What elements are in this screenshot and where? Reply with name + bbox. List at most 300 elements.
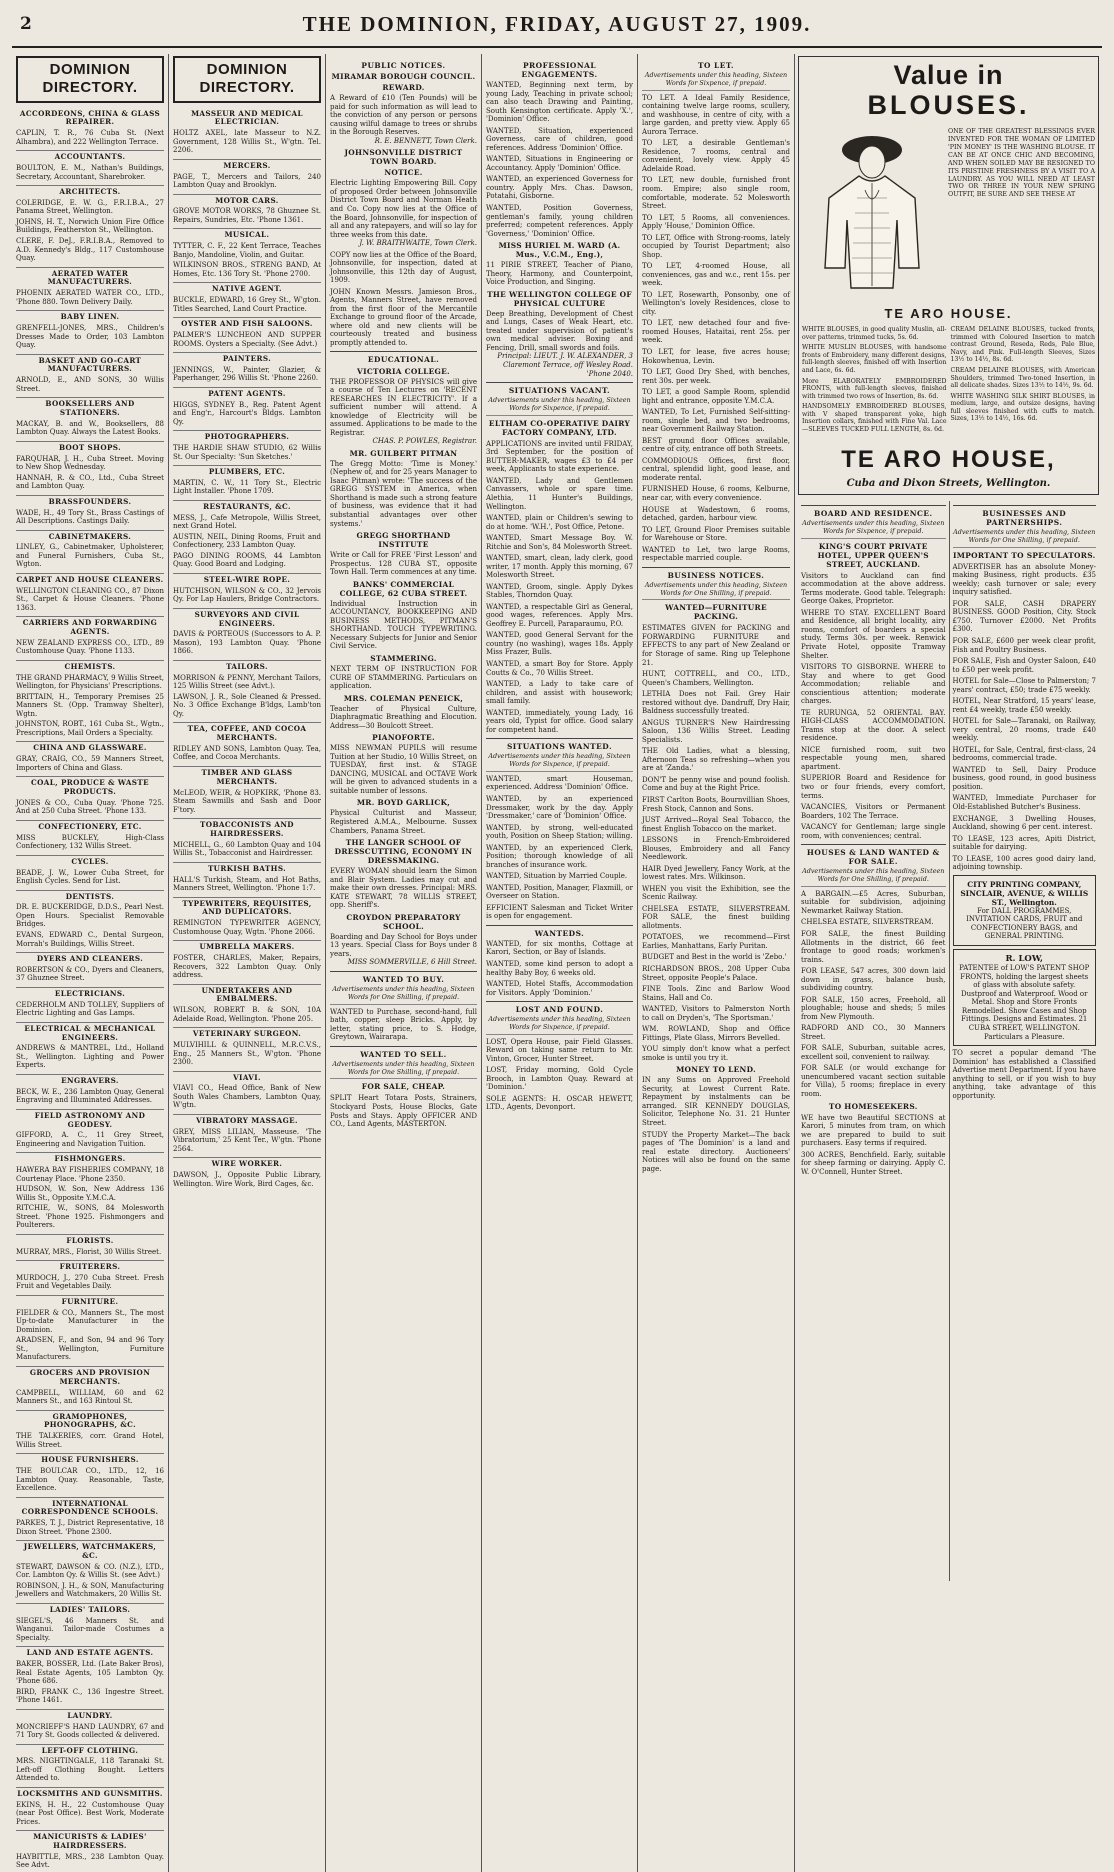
- classified-ad: WANTED, Situation, experienced Governess, care of children, good references. Address 'Dominion' Office.: [486, 126, 633, 152]
- directory-entry: PAGO DINING ROOMS, 44 Lambton Quay. Good Board and Lodging.: [173, 551, 321, 569]
- directory-section-heading: CYCLES.: [16, 855, 164, 867]
- ad-intro: ONE OF THE GREATEST BLESSINGS EVER INVENTED FOR THE WOMAN OF LIMITED 'PIN MONEY' IS THE WASHING BLOUSE. IT CAN BE AT ONCE CHIC AND BECOMING, AND WHEN SOILED MAY BE RESIGNED TO ITS PRISTINE FRESHNESS BY A VISIT TO A LAUNDRY. AS YOU WILL NEED AT LEAST TWO OR THREE IN YOUR NEW SPRING OUTFIT, BE SURE AND SEE THESE AT: [948, 128, 1095, 199]
- rates-note: Advertisements under this heading, Sixteen Words for Sixpence, if prepaid.: [642, 72, 790, 91]
- notice: STUDY the Property Market—The back pages of 'The Dominion' is a land and real estate directory. Auctioneers' Notices will also be found on the same page.: [642, 1130, 790, 1173]
- directory-entry: ARNOLD, E., AND SONS, 30 Willis Street.: [16, 376, 164, 393]
- notice-body: NEXT TERM OF INSTRUCTION FOR CURE OF STAMMERING. Particulars on application.: [330, 665, 477, 691]
- notice-title: PIANOFORTE.: [372, 733, 435, 743]
- directory-entry: RIDLEY AND SONS, Lambton Quay. Tea, Coffee, and Cocoa Merchants.: [173, 744, 321, 762]
- directory-section-heading: LAUNDRY.: [16, 1709, 164, 1721]
- directory-section-heading: DYERS AND CLEANERS.: [16, 952, 164, 964]
- directory-section-heading: PAINTERS.: [173, 352, 321, 364]
- notice-body: IN any Sums on Approved Freehold Security, at Lowest Current Rate. Repayment by instalments can be arranged. SIR KENNEDY DOUGLAS, Solicitor, Telephone No. 31. 21 Hunter Street.: [642, 1076, 790, 1127]
- store-name: TE ARO HOUSE,: [841, 445, 1056, 473]
- directory-entry: ARADSEN, F., and Son, 94 and 96 Tory St., Wellington, Furniture Manufacturers.: [16, 1336, 164, 1362]
- directory-section-heading: CABINETMAKERS.: [16, 530, 164, 542]
- notice-body: For DALL PROGRAMMES, INVITATION CARDS, FRUIT and CONFECTIONERY BAGS, and GENERAL PRINTING.: [966, 906, 1083, 941]
- directory-entry: MURDOCH, J., 270 Cuba Street. Fresh Fruit and Vegetables Daily.: [16, 1273, 164, 1291]
- directory-entry: JOHNSTON, ROBT., 161 Cuba St., Wgtn., Prescriptions, Mail Orders a Specialty.: [16, 720, 164, 737]
- directory-entry: FARQUHAR, J. H., Cuba Street. Moving to New Shop Wednesday.: [16, 454, 164, 472]
- classified-ad: YOU simply don't know what a perfect smoke is until you try it.: [642, 1045, 790, 1062]
- classified-ad: LOST, Friday morning, Gold Cycle Brooch, in Lambton Quay. Reward at 'Dominion.': [486, 1066, 633, 1092]
- directory-section-heading: MERCERS.: [173, 159, 321, 171]
- directory-section-heading: TIMBER AND GLASS MERCHANTS.: [173, 766, 321, 787]
- notice-title: THE WELLINGTON COLLEGE OF PHYSICAL CULTURE: [487, 289, 632, 308]
- section-heading: PROFESSIONAL ENGAGEMENTS.: [521, 61, 598, 80]
- directory-entry: STEWART, DAWSON & CO. (N.Z.), LTD., Cor. Lambton Qy. & Willis St. (see Advt.): [16, 1562, 164, 1580]
- classified-ad: WANTED, Position, Manager, Flaxmill, or Overseer on Station.: [486, 883, 633, 901]
- classified-ad: WANTED, Immediate Purchaser for Old-Established Butcher's Business.: [952, 794, 1096, 811]
- directory-entry: WILSON, ROBERT B. & SON, 10A Adelaide Road, Wellington. 'Phone 205.: [173, 1006, 321, 1023]
- notice-signature: CHAS. P. POWLES, Registrar.: [372, 437, 477, 446]
- classified-ad: TO LET, 5 Rooms, all conveniences. Apply 'House,' Dominion Office.: [642, 213, 790, 231]
- classified-ad: CHELSEA ESTATE, SILVERSTREAM.: [801, 918, 934, 927]
- classified-ad: FOR SALE, £600 per week clear profit, Fish and Poultry Business.: [952, 636, 1096, 654]
- directory-section-heading: COAL, PRODUCE & WASTE PRODUCTS.: [16, 776, 164, 797]
- section-heading: BUSINESS NOTICES.: [642, 567, 790, 580]
- ad-item: CREAM DELAINE BLOUSES, with American Shoulders, trimmed Two-toned Insertion, in all delicate shades. Sizes 13½ to 14½, 9s. 6d.: [950, 367, 1095, 390]
- classified-ad: FOR LEASE, 547 acres, 300 down laid down in grass, balance bush, subdividing country.: [801, 967, 946, 993]
- board-residence-column: [798, 501, 949, 1581]
- classified-ad: TO LET, new double, furnished front room. Empire; also single room, comfortable, moderate. 52 Molesworth Street.: [642, 176, 790, 211]
- directory-entry: BIRD, FRANK C., 136 Ingestre Street. 'Phone 1461.: [16, 1687, 164, 1705]
- directory-section-heading: PHOTOGRAPHERS.: [173, 430, 321, 442]
- directory-heading: DOMINION DIRECTORY.: [173, 56, 321, 103]
- notice-body: Individual Instruction in ACCOUNTANCY, BOOKKEEPING AND BUSINESS METHODS, PITMAN'S SHORTHAND. TOUCH TYPEWRITING. Necessary Subjects for Junior and Senior Civil Service.: [330, 599, 477, 651]
- directory-entry: BRITTAIN, H., Temporary Premises 25 Manners St. (Opp. Tramway Shelter), Wgtn.: [16, 692, 164, 718]
- classified-ad: SOLE AGENTS: H. OSCAR HEWETT, LTD., Agents, Devonport.: [486, 1094, 633, 1112]
- directory-entry: PAGE, T., Mercers and Tailors, 240 Lambton Quay and Brooklyn.: [173, 172, 321, 190]
- rates-note: Advertisements under this heading, Sixteen Words for Sixpence, if prepaid.: [486, 397, 633, 416]
- blouse-illustration-icon: [807, 128, 937, 298]
- classified-ad: WANTED, by strong, well-educated youth, Position on Sheep Station; willing.: [486, 823, 633, 841]
- classified-ad: LOST, Opera House, pair Field Glasses. Reward on taking same return to Mr. Vinton, Grocer, Hunter Street.: [486, 1037, 633, 1063]
- classified-ad: TO LET, Rosewarth, Ponsonby, one of Wellington's lovely Residences, close to city.: [642, 290, 790, 316]
- notice: [330, 838, 477, 910]
- notice-body: EVERY WOMAN should learn the Simon and Blair System. Ladies may cut and make their own dresses. Principal: MRS. KATE STEWART, 78 WILLIS STREET, opp. Sheriff's.: [330, 867, 477, 910]
- directory-entry: VIAVI CO., Head Office, Bank of New South Wales Chambers, Lambton Quay, W'gtn.: [173, 1084, 321, 1110]
- directory-section-heading: PLUMBERS, ETC.: [173, 465, 321, 477]
- directory-entry: COLERIDGE, E. W. G., F.R.I.B.A., 27 Panama Street, Wellington.: [16, 198, 164, 216]
- directory-section-heading: CARRIERS AND FORWARDING AGENTS.: [16, 616, 164, 637]
- notice-title: MONEY TO LEND.: [676, 1065, 756, 1075]
- classified-ad: EFFICIENT Salesman and Ticket Writer is open for engagement.: [486, 903, 633, 921]
- directory-entry: ANDREWS & MANTREL, Ltd., Holland St., Wellington. Lighting and Power Experts.: [16, 1044, 164, 1070]
- classified-ad: CHELSEA ESTATE, SILVERSTREAM. FOR SALE, the finest building allotments.: [642, 904, 790, 930]
- classified-ad: WANTED to Purchase, second-hand, full bath, copper, sleep Bricks. Apply, by letter, stating price, to S. Hodge, Greytown, Wairarapa.: [330, 1007, 477, 1042]
- classified-ad: FOR SALE, the finest Building Allotments in the district, 66 feet frontage to good roads; workmen's trains.: [801, 929, 946, 964]
- classified-ad: WM. ROWLAND, Shop and Office Fittings, Plate Glass, Mirrors Bevelled.: [642, 1025, 790, 1042]
- classified-ad: WANTED, a Lady to take care of children, and assist with housework; small family.: [486, 680, 633, 706]
- classified-ad: WANTED, Situations in Engineering or Accountancy. Apply 'Dominion' Office.: [486, 155, 633, 172]
- rates-note: Advertisements under this heading, Sixteen Words for One Shilling, if prepaid.: [953, 529, 1097, 548]
- directory-entry: BAKER, BOSSER, Ltd. (Late Baker Bros), Real Estate Agents, 105 Lambton Qy. 'Phone 686.: [16, 1660, 164, 1686]
- directory-section-heading: FISHMONGERS.: [16, 1152, 164, 1164]
- section-heading: LOST AND FOUND.: [486, 1001, 633, 1014]
- notice-title: WANTED—FURNITURE PACKING.: [665, 603, 767, 622]
- page-number: 2: [20, 14, 32, 34]
- directory-entry: MONCRIEFF'S HAND LAUNDRY, 67 and 71 Tory St. Goods collected & delivered.: [16, 1722, 164, 1740]
- directory-section-heading: BRASSFOUNDERS.: [16, 495, 164, 507]
- classified-ad: FOR SALE (or would exchange for unencumbered vacant section suitable for Villa), 5 rooms; fireplace in every room.: [801, 1064, 946, 1098]
- notice-title: ELTHAM CO-OPERATIVE DAIRY FACTORY COMPANY, LTD.: [488, 418, 631, 437]
- directory-column-1: [12, 54, 169, 1872]
- rates-note: Advertisements under this heading, Sixteen Words for Sixpence, if prepaid.: [486, 1016, 633, 1035]
- classified-ad: WANTED, plain or Children's sewing to do at home. 'W.H.', Post Office, Petone.: [486, 514, 633, 531]
- directory-section-heading: TYPEWRITERS, REQUISITES, AND DUPLICATORS.: [173, 897, 321, 918]
- directory-section-heading: ACCORDEONS, CHINA & GLASS REPAIRER.: [19, 108, 161, 127]
- classified-ad: THE Old Ladies, what a blessing, Afternoon Teas so refreshing—when you are at 'Zanda.': [642, 747, 790, 773]
- classified-ad: FURNISHED House, 6 rooms, Kelburne, near car, with every convenience.: [642, 485, 790, 502]
- directory-entry: MORRISON & PENNY, Merchant Tailors, 125 Willis Street (see Advt.).: [173, 673, 321, 691]
- classified-ad: TE RURUNGA, 52 ORIENTAL BAY. HIGH-CLASS ACCOMMODATION. Trams stop at the door. A select residence.: [801, 708, 946, 743]
- directory-section-heading: MASSEUR AND MEDICAL ELECTRICIAN.: [191, 108, 303, 127]
- classified-ad: BEST ground floor Offices available, centre of city, entrance off both Streets.: [642, 436, 790, 454]
- notice-title: MR. BOYD GARLICK,: [356, 798, 451, 808]
- directory-entry: MULVIHILL & QUINNELL, M.R.C.V.S., Eng., 25 Manners St., W'gton. 'Phone 2300.: [173, 1041, 321, 1067]
- classified-ad: ANGUS TURNER'S New Hairdressing Saloon, 136 Willis Street. Leading Specialists.: [642, 718, 790, 744]
- directory-entry: MICHELL, G., 60 Lambton Quay and 104 Willis St., Tobacconist and Hairdresser.: [173, 840, 321, 858]
- directory-section-heading: BOOT SHOPS.: [16, 441, 164, 453]
- directory-section-heading: FLORISTS.: [16, 1234, 164, 1246]
- ad-item: WHITE MUSLIN BLOUSES, with handsome fronts of Embroidery, many different designs, full-length sleeves, finished off with Insertion and Lace, 6s. 6d.: [802, 344, 947, 375]
- directory-entry: MURRAY, MRS., Florist, 30 Willis Street.: [16, 1247, 162, 1256]
- rates-note: Advertisements under this heading, Sixteen Words for One Shilling, if prepaid.: [330, 986, 477, 1005]
- classified-ad: WANTED, an experienced Governess for country. Apply Mrs. Chas. Dawson, Potatahi, Gisborne.: [486, 175, 633, 201]
- notice: [330, 148, 477, 247]
- notice-subtitle: REWARD.: [382, 83, 425, 93]
- directory-entry: GRAY, CRAIG, CO., 59 Manners Street, Importers of China and Glass.: [16, 755, 164, 772]
- directory-entry: GIFFORD, A. C., 11 Grey Street, Engineering and Navigation Tuition.: [16, 1131, 164, 1148]
- directory-section-heading: CARPET AND HOUSE CLEANERS.: [16, 574, 164, 584]
- directory-entry: JOHNS, H. T., Norwich Union Fire Office Buildings, Featherston St., Wellington.: [16, 217, 164, 235]
- classified-ad: TO LET, new detached four and five-roomed Houses, Hataitai, rent 25s. per week.: [642, 319, 790, 345]
- directory-entry: BUCKLE, EDWARD, 16 Grey St., W'gton. Titles Searched, Land Court Practice.: [173, 296, 321, 313]
- notice-title: KING'S COURT PRIVATE HOTEL, UPPER QUEEN'S STREET, AUCKLAND.: [817, 541, 929, 569]
- directory-section-heading: AERATED WATER MANUFACTURERS.: [16, 267, 164, 288]
- notice-title: BANKS' COMMERCIAL COLLEGE, 62 CUBA STREET.: [339, 579, 468, 598]
- notice: [330, 449, 477, 528]
- notice-title: JOHNSONVILLE DISTRICT TOWN BOARD.: [344, 148, 463, 167]
- ad-item: WHITE BLOUSES, in good quality Muslin, all-over patterns, trimmed tucks, 5s. 6d.: [802, 326, 947, 341]
- ad-item: CREAM DELAINE BLOUSES, tucked fronts, trimmed with Coloured Insertion to match contrast Ground, Reseda, Reds, Pale Blue, Navy, and Pink. Full-length Sleeves, Sizes 13½ to 14½, 8s. 6d.: [950, 326, 1095, 364]
- section-heading: HOUSES & LAND WANTED & FOR SALE.: [801, 844, 946, 866]
- classified-ad: HOTEL for Sale—Taranaki, on Railway, very central, 20 rooms, trade £40 weekly.: [952, 717, 1096, 743]
- notice: WE have two Beautiful SECTIONS at Karori, 5 minutes from tram, on which we are prepared to build to suit purchasers. Easy terms if required.: [801, 1113, 946, 1148]
- directory-section-heading: WIRE WORKER.: [173, 1157, 321, 1169]
- rates-note: Advertisements under this heading, Sixteen Words for Sixpence, if prepaid.: [486, 753, 633, 772]
- notice-body: THE PROFESSOR OF PHYSICS will give a course of Ten Lectures on 'RECENT RESEARCHES IN ELECTRICITY'. If a sufficient number will attend. A knowledge of Electricity will be assumed. Applications to be made to the Registrar.: [330, 377, 477, 437]
- directory-section-heading: UMBRELLA MAKERS.: [173, 940, 321, 952]
- directory-entry: THE HARDIE SHAW STUDIO, 62 Willis St. Our Specialty: 'Sun Sketches.': [173, 444, 321, 461]
- directory-entry: DAWSON, J., Opposite Public Library, Wellington. Wire Work, Bird Cages, &c.: [173, 1171, 321, 1188]
- directory-section-heading: ELECTRICIANS.: [16, 987, 164, 999]
- directory-entry: McLEOD, WEIR, & HOPKIRK, 'Phone 83. Steam Sawmills and Sash and Door F'tory.: [173, 788, 321, 814]
- directory-section-heading: JEWELLERS, WATCHMAKERS, &C.: [16, 1540, 164, 1561]
- section-heading: TO LET.: [698, 61, 734, 70]
- directory-entry: ROBERTSON & CO., Dyers and Cleaners, 37 Ghuznee Street.: [16, 965, 164, 983]
- notice-title: VICTORIA COLLEGE.: [357, 366, 450, 376]
- notice-body: Electric Lighting Empowering Bill. Copy of proposed Order between Johnsonville District Town Board and Norman Heath and Co. Copy now lies at the Office of the Board, Johnsonville, for inspection of all and any ratepayers, and will so lay for three weeks from this date.: [330, 179, 477, 239]
- directory-section-heading: TAILORS.: [173, 660, 321, 672]
- newspaper-page: [12, 8, 1102, 1870]
- section-heading: SITUATIONS VACANT.: [486, 382, 633, 395]
- directory-entry: WELLINGTON CLEANING CO., 87 Dixon St., Carpet & House Cleaners. 'Phone 1363.: [16, 586, 164, 612]
- directory-section-heading: SURVEYORS AND CIVIL ENGINEERS.: [173, 608, 321, 629]
- directory-entry: MISS BUCKLEY, High-Class Confectionery, 132 Willis Street.: [16, 833, 164, 851]
- classified-ad: WANTED to Let, two large Rooms, respectable married couple.: [642, 545, 790, 563]
- notice: TO secret a popular demand 'The Dominion' has established a Classified Advertise ment Department. If you have anything to sell, or if you wish to buy anything, take advantage of this opportunity.: [952, 1049, 1096, 1100]
- directory-section-heading: STEEL-WIRE ROPE.: [173, 573, 321, 585]
- directory-section-heading: LOCKSMITHS AND GUNSMITHS.: [17, 1788, 163, 1798]
- notice-title: MIRAMAR BOROUGH COUNCIL.: [331, 72, 476, 82]
- classified-ad: RICHARDSON BROS., 208 Upper Cuba Street, opposite People's Palace.: [642, 965, 790, 982]
- classified-ad: FINE Tools. Zinc and Barlow Wood Stains, Hall and Co.: [642, 985, 790, 1002]
- directory-entry: HAYBITTLE, MRS., 238 Lambton Quay. See Advt.: [16, 1852, 164, 1870]
- directory-section-heading: BABY LINEN.: [16, 310, 164, 322]
- notice-title: MISS HURIEL M. WARD (A. Mus., V.C.M., Eng.),: [498, 241, 621, 260]
- classified-ad: ESTIMATES GIVEN for PACKING and FORWARDING FURNITURE and EFFECTS to any part of New Zealand or for Storage of same. Ring up Telephone 21.: [642, 624, 790, 667]
- directory-entry: GREY, MISS LILIAN, Masseuse. 'The Vibratorium,' 25 Kent Ter., W'gtn. 'Phone 2564.: [173, 1127, 321, 1153]
- directory-heading: DOMINION DIRECTORY.: [16, 56, 164, 103]
- directory-entry: BECK, W. E., 236 Lambton Quay, General Engraving and Illuminated Addresses.: [16, 1087, 164, 1105]
- classified-ad: EXCHANGE, 3 Dwelling Houses, Auckland, showing 6 per cent. interest.: [952, 814, 1096, 832]
- notice: [330, 531, 477, 577]
- classified-ad: WANTED, good General Servant for the country (no washing), wages 18s. Apply Miss Frazer, Bulls.: [486, 631, 633, 657]
- directory-entry: WILKINSON BROS., STRENG BAND, At Homes, Etc. 136 Tory St. 'Phone 2700.: [173, 261, 321, 278]
- classified-ad: TO LET, Ground Floor Premises suitable for Warehouse or Store.: [642, 525, 790, 543]
- blouse-advertisement: [798, 56, 1099, 495]
- classified-ad: HUNT, COTTRELL, and CO., LTD., Queen's Chambers, Wellington.: [642, 670, 790, 687]
- notice-body: MISS NEWMAN PUPILS will resume Tuition at her Studio, 10 Willis Street, on TUESDAY, first inst. & STAGE DANCING, MUSICAL and OCTAVE Work will be given to advanced students in a suitable number of lessons.: [330, 744, 477, 795]
- to-let-column: [638, 54, 795, 1872]
- classified-ad: WANTED, Visitors to Palmerston North to call on Dryden's, 'The Sportsman.': [642, 1005, 790, 1022]
- directory-entry: JONES & CO., Cuba Quay. 'Phone 725. And at 250 Cuba Street. 'Phone 133.: [16, 798, 164, 816]
- directory-section-heading: VIBRATORY MASSAGE.: [173, 1114, 321, 1126]
- classified-ad: TO LET, for lease, five acres house; Hokowhenua, Levin.: [642, 348, 790, 365]
- directory-section-heading: CHINA AND GLASSWARE.: [16, 741, 164, 753]
- notice-title: CROYDON PREPARATORY SCHOOL.: [346, 912, 461, 931]
- classified-ad: DON'T be penny wise and pound foolish. Come and buy at the Right Price.: [642, 775, 790, 793]
- directory-entry: CAMPBELL, WILLIAM, 60 and 62 Manners St., and 163 Rintoul St.: [16, 1388, 164, 1406]
- notice-signature: R. E. BENNETT, Town Clerk.: [374, 136, 477, 145]
- classified-ad: A BARGAIN.—£5 Acres, Suburban, suitable for subdivision, adjoining Newmarket Railway Station.: [801, 889, 946, 915]
- directory-entry: NEW ZEALAND EXPRESS CO., LTD., 89 Customhouse Quay. 'Phone 1133.: [16, 638, 164, 656]
- classified-ad: WANTED, by an experienced Clerk, Position; thorough knowledge of all branches of insurance work.: [486, 843, 633, 869]
- directory-entry: FIELDER & CO., Manners St., The most Up-to-date Manufacturer in the Dominion.: [16, 1308, 164, 1334]
- directory-entry: EVANS, EDWARD C., Dental Surgeon, Morrah's Buildings, Willis Street.: [16, 930, 164, 948]
- notice-body: The Gregg Motto: 'Time is Money.' (Nephew of, and for 25 years Manager to Isaac Pitman) wrote: 'The success of the GREGG SYSTEM in America, when Shorthand is made such a strong feature of business, was evidence that it had substantial advantages over other systems.': [330, 459, 477, 528]
- directory-section-heading: FURNITURE.: [16, 1295, 164, 1307]
- classified-ad: TO LEASE, 100 acres good dairy land, adjoining township.: [952, 854, 1096, 872]
- directory-entry: MESS, J., Cafe Metropole, Willis Street, next Grand Hotel.: [173, 513, 321, 531]
- classified-ad: ADVERTISER has an absolute Money-making Business, right products. £35 weekly; cash turnover or sale; every inquiry satisfied.: [952, 562, 1096, 597]
- classified-ad: APPLICATIONS are invited until FRIDAY, 3rd September, for the position of BUTTER-MAKER, wages £3 to £4 per week, Applicants to state experience.: [486, 439, 633, 474]
- directory-entry: MACKAY, B. and W., Booksellers, 88 Lambton Quay. Always the Latest Books.: [16, 419, 164, 437]
- notice-body: Physical Culturist and Masseur, Registered A.M.A., Melbourne. Sussex Chambers, Panama Street.: [330, 809, 477, 835]
- classified-ad: SPLIT Heart Totara Posts, Strainers, Stockyard Posts, House Blocks, Gate Posts and Stays. Apply OFFICER AND CO., Land Agents, MASTERTON.: [330, 1094, 477, 1129]
- directory-section-heading: LADIES' TAILORS.: [16, 1603, 164, 1615]
- directory-section-heading: TEA, COFFEE, AND COCOA MERCHANTS.: [173, 722, 321, 743]
- classified-ad: POTATOES, we recommend—First Earlies, Manhattans, Early Puritan.: [642, 933, 790, 950]
- directory-entry: GROVE MOTOR WORKS, 78 Ghuznee St. Repairs, Sundries, Etc. 'Phone 1361.: [173, 207, 321, 224]
- classified-ad: WANTED, for six months, Cottage at Karori, Section, or Bay of Islands.: [486, 939, 633, 957]
- classified-ad: HOUSE at Wadestown, 6 rooms, detached, garden, harbour view.: [642, 505, 790, 523]
- public-notices-column: [326, 54, 482, 1872]
- classified-ad: TO LEASE, 123 acres, Apiti District, suitable for dairying.: [952, 834, 1096, 852]
- directory-entry: HIGGS, SYDNEY B., Reg. Patent Agent and Eng'r., Harcourt's Bldgs. Lambton Qy.: [173, 400, 321, 426]
- notice-title: FOR SALE, CHEAP.: [361, 1082, 446, 1092]
- directory-entry: REMINGTON TYPEWRITER AGENCY, Customhouse Quay, Wgtn. 'Phone 2066.: [173, 919, 321, 936]
- notice-body: Boarding and Day School for Boys under 13 years. Special Class for Boys under 8 years.: [330, 932, 477, 958]
- directory-entry: HUDSON, W. Son, New Address 136 Willis St., Opposite Y.M.C.A.: [16, 1185, 164, 1202]
- ad-headline: BLOUSES.: [867, 89, 1030, 120]
- directory-entry: BEADE, J. W., Lower Cuba Street, for English Cycles. Send for List.: [16, 868, 164, 886]
- classified-ad: VISITORS TO GISBORNE. WHERE to Stay and where to get Good Accommodation; reliable and conscientious attention; moderate charges.: [801, 663, 946, 706]
- rates-note: Advertisements under this heading, Sixteen Words for One Shilling, if prepaid.: [330, 1061, 477, 1080]
- classified-ad: WANTED, Position Governess, gentleman's family, young children preferred; competent references. Apply 'Governess,' 'Dominion' Office.: [486, 203, 633, 238]
- directory-section-heading: BASKET AND GO-CART MANUFACTURERS.: [16, 354, 164, 375]
- classified-ad: FIRST Carlton Boots, Bournvillian Shoes, Fresh Stock, Cannon and Sons.: [642, 795, 790, 813]
- notice-body: Write or Call for FREE 'First Lesson' and Prospectus. 128 CUBA ST., opposite Town Hall. Term commences at any time.: [330, 551, 477, 577]
- rates-note: Advertisements under this heading, Sixteen Words for Sixpence, if prepaid.: [801, 520, 946, 539]
- classified-ad: WANTED, Groom, single. Apply Dykes Stables, Thorndon Quay.: [486, 582, 633, 600]
- directory-entry: WADE, H., 49 Tory St., Brass Castings of All Descriptions. Castings Daily.: [16, 508, 164, 526]
- notice-signature: MISS SOMMERVILLE, 6 Hill Street.: [347, 958, 477, 967]
- page-title: THE DOMINION, FRIDAY, AUGUST 27, 1909.: [302, 12, 812, 36]
- classified-ad: WHERE TO STAY. EXCELLENT Board and Residence, all bright locality, airy rooms, comfort of boarders a special study. Terms 30s. per week. Renwick Private Hotel, opposite Tramway Shelter.: [801, 608, 946, 660]
- directory-section-heading: MANICURISTS & LADIES' HAIRDRESSERS.: [16, 1830, 164, 1851]
- section-heading: SITUATIONS WANTED.: [486, 738, 633, 751]
- classified-ad: LETHIA Does not Fail. Grey Hair restored without dye. Dandruff, Dry Hair, Baldness successfully treated.: [642, 690, 790, 716]
- classified-ad: VACANCIES, Visitors or Permanent Boarders, 102 The Terrace.: [801, 803, 946, 820]
- directory-entry: LINLEY, G., Cabinetmaker, Upholsterer, and Funeral Furnishers, Cuba St., Wgton.: [16, 543, 164, 569]
- directory-entry: LAWSON, J. R., Sole Cleaned & Pressed. No. 3 Office Exchange B'ldgs, Lamb'ton Qy.: [173, 692, 321, 718]
- classified-ad: HOTEL, for Sale, Central, first-class, 24 bedrooms, commercial trade.: [952, 745, 1096, 763]
- classified-ad: SUPERIOR Board and Residence for two or four friends, every comfort, terms.: [801, 774, 946, 800]
- rates-note: Advertisements under this heading, Sixteen Words for One Shilling, if prepaid.: [801, 868, 946, 887]
- masthead: [12, 8, 1102, 48]
- classified-ad: WANTED, a smart Boy for Store. Apply Coutts & Co., 70 Willis Street.: [486, 660, 633, 677]
- ad-item: HANDSOMELY EMBROIDERED BLOUSES, with V shaped transparent yoke, high Insertion collars, finished with Fine Val. Lace—SLEEVES TUCKED FULL LENGTH, 8s. 6d.: [802, 403, 947, 433]
- directory-section-heading: ENGRAVERS.: [16, 1074, 164, 1086]
- directory-section-heading: VIAVI.: [173, 1071, 321, 1083]
- notice-title: MR. GUILBERT PITMAN: [349, 448, 458, 458]
- directory-section-heading: LEFT-OFF CLOTHING.: [16, 1744, 164, 1756]
- directory-section-heading: HOUSE FURNISHERS.: [16, 1453, 164, 1465]
- notice-title: GREGG SHORTHAND INSTITUTE: [356, 531, 451, 550]
- classified-ad: WANTED, immediately, young Lady, 16 years old, Typist for office. Good salary for competent hand.: [486, 708, 633, 734]
- notice-body: 11 PIRIE STREET, Teacher of Piano, Theory, Harmony, and Counterpoint, Voice Production, and Singing.: [486, 261, 633, 287]
- directory-entry: JENNINGS, W., Painter, Glazier, & Paperhanger, 296 Willis St. 'Phone 2260.: [173, 365, 321, 383]
- directory-section-heading: TOBACCONISTS AND HAIRDRESSERS.: [173, 818, 321, 839]
- notice: [330, 733, 477, 795]
- directory-section-heading: MUSICAL.: [173, 228, 321, 240]
- ad-headline: Value in: [893, 60, 1004, 90]
- directory-section-heading: INTERNATIONAL CORRESPONDENCE SCHOOLS.: [16, 1497, 164, 1518]
- section-heading: WANTEDS.: [486, 925, 633, 938]
- directory-entry: HANNAH, R. & CO., Ltd., Cuba Street and Lambton Quay.: [16, 473, 164, 491]
- directory-section-heading: OYSTER AND FISH SALOONS.: [173, 317, 321, 329]
- directory-section-heading: VETERINARY SURGEON.: [173, 1027, 321, 1039]
- directory-section-heading: NATIVE AGENT.: [173, 282, 321, 294]
- notice: 300 ACRES, Benchfield. Early, suitable for sheep farming or dairying. Apply C. W. O'Connell, Hunter Street.: [801, 1150, 946, 1176]
- notice-title: CITY PRINTING COMPANY, SINCLAIR, AVENUE, & WILLIS ST., Wellington.: [960, 879, 1089, 907]
- rates-note: Advertisements under this heading, Sixteen Words for One Shilling, if prepaid.: [642, 582, 790, 601]
- classified-ad: WANTED, To Let, Furnished Self-sitting-room, single bed, and two bedrooms, near Government Railway Station.: [642, 408, 790, 434]
- directory-entry: THE BOULCAR CO., LTD., 12, 16 Lambton Quay. Reasonable, Taste, Excellence.: [16, 1467, 164, 1493]
- directory-section-heading: GROCERS AND PROVISION MERCHANTS.: [16, 1366, 164, 1387]
- notice: [330, 580, 477, 651]
- directory-section-heading: BOOKSELLERS AND STATIONERS.: [16, 397, 164, 418]
- notice-title: STAMMERING.: [370, 653, 437, 663]
- classified-ad: FOR SALE, Fish and Oyster Saloon, £40 to £50 per week profit.: [952, 657, 1096, 674]
- classified-ad: WANTED, Situation by Married Couple.: [486, 872, 628, 881]
- classified-ad: JUST Arrived—Royal Seal Tobacco, the finest English Tobacco on the market.: [642, 816, 790, 833]
- classified-ad: WANTED, Beginning next term, by young Lady, Teaching in private school; can also teach Drawing and Painting, South Kensington certificate. Apply 'X.', 'Dominion' Office.: [486, 81, 633, 124]
- notice-body: PATENTEE of LOW'S PATENT SHOP FRONTS, holding the largest sheets of glass with absolute safety. Dustproof and Waterproof. Wood or Metal. Shop and Store Fronts Remodelled. Show Cases and Shop Fittings. Designs and Estimates. 21 CUBA STREET, WELLINGTON. Particulars a Pleasure.: [959, 964, 1090, 1041]
- store-name: TE ARO HOUSE.: [884, 306, 1013, 322]
- directory-entry: CLERE, F. DeJ., F.R.I.B.A., Removed to A.D. Kennedy's Bldg., 117 Customhouse Quay.: [16, 236, 164, 263]
- directory-entry: HUTCHISON, WILSON & CO., 32 Jervois Qy. For Lap Haulers, Bridge Contractors.: [173, 586, 321, 604]
- notice-title: MRS. COLEMAN PENEICK,: [343, 693, 464, 703]
- directory-entry: ROBINSON, J. H., & SON, Manufacturing Jewellers and Watchmakers, 20 Willis St.: [16, 1581, 164, 1599]
- notice: [330, 913, 477, 967]
- directory-entry: BOULTON, E. M., Nathan's Buildings, Secretary, Accountant, Sharebroker.: [16, 164, 164, 181]
- directory-section-heading: ELECTRICAL & MECHANICAL ENGINEERS.: [16, 1022, 164, 1043]
- classified-ad: WANTED, smart, clean, lady clerk, good writer, 17 month. Apply this morning, 67 Molesworth Street.: [486, 554, 633, 580]
- right-pane: [795, 54, 1102, 1872]
- directory-entry: AUSTIN, NEIL, Dining Rooms, Fruit and Confectionery, 233 Lambton Quay.: [173, 532, 321, 550]
- directory-entry: PALMER'S LUNCHEON AND SUPPER ROOMS. Oysters a Specialty. (See Advt.): [173, 330, 321, 348]
- classified-ad: WANTED, smart Houseman, experienced. Address 'Dominion' Office.: [486, 774, 633, 792]
- directory-section-heading: LAND AND ESTATE AGENTS.: [16, 1646, 164, 1658]
- directory-entry: THE GRAND PHARMACY, 9 Willis Street, Wellington, for Physicians' Prescriptions.: [16, 673, 164, 691]
- directory-entry: RITCHIE, W., SONS, 84 Molesworth Street. 'Phone 1925. Fishmongers and Poulterers.: [16, 1204, 164, 1230]
- notice: COPY now lies at the Office of the Board, Johnsonville, for inspection, dated at Johnsonville, this 12th day of August, 1909.: [330, 250, 477, 285]
- classified-ad: WANTED, by an experienced Dressmaker, work by the day. Apply 'Dressmaker,' care of 'Dominion' Office.: [486, 794, 633, 821]
- directory-section-heading: ARCHITECTS.: [16, 185, 164, 197]
- directory-section-heading: CONFECTIONERY, ETC.: [16, 820, 164, 832]
- classified-ad: FOR SALE, Suburban, suitable acres, excellent soil, convenient to railway.: [801, 1044, 946, 1061]
- notice-body: A Reward of £10 (Ten Pounds) will be paid for such information as will lead to the conviction of any person or persons causing wilful damage to trees or shrubs in the Borough Reserves.: [330, 94, 477, 137]
- section-heading: BUSINESSES AND PARTNERSHIPS.: [953, 505, 1097, 527]
- classified-ad: TO LET, Office with Strong-rooms, lately occupied by Tourist Department; also Shop.: [642, 233, 790, 259]
- directory-section-heading: UNDERTAKERS AND EMBALMERS.: [173, 984, 321, 1005]
- section-heading: BOARD AND RESIDENCE.: [801, 505, 946, 518]
- classified-ad: TO LET, 4-roomed House, all conveniences, gas and w.c., rent 15s. per week.: [642, 262, 790, 288]
- classified-ad: WANTED, Lady and Gentlemen Canvassers, whole or spare time. Alethia, 11 Hunter's Buildings, Wellington.: [486, 476, 633, 511]
- directory-entry: FOSTER, CHARLES, Maker, Repairs, Recovers, 322 Lambton Quay. Only address.: [173, 954, 321, 980]
- directory-section-heading: MOTOR CARS.: [173, 194, 321, 206]
- directory-entry: PHOENIX AERATED WATER CO., LTD., 'Phone 880. Town Delivery Daily.: [16, 289, 164, 306]
- notice: [330, 367, 477, 446]
- classified-ad: FOR SALE, CASH DRAPERY BUSINESS. GOOD Position, City. Stock £750. Turnover £2000. Net Profits £300.: [952, 599, 1096, 634]
- directory-section-heading: CHEMISTS.: [16, 660, 164, 672]
- notice: [330, 798, 477, 835]
- directory-entry: SIEGEL'S, 46 Manners St. and Wanganui. Tailor-made Costumes a Specialty.: [16, 1616, 164, 1642]
- classified-ad: TO LET. A Ideal Family Residence, containing twelve large rooms, scullery, and washhouse, in centre of city, with a large garden, and pretty view. Apply 65 Aurora Terrace.: [642, 93, 790, 136]
- classified-ad: TO LET, a good Sample Room, splendid light and entrance, opposite Y.M.C.A.: [642, 388, 790, 405]
- directory-section-heading: DENTISTS.: [16, 890, 164, 902]
- directory-entry: HALL'S Turkish, Steam, and Hot Baths, Manners Street, Wellington. 'Phone 1:7.: [173, 875, 321, 893]
- store-address: Cuba and Dixon Streets, Wellington.: [846, 477, 1051, 489]
- notice: [330, 654, 477, 691]
- notice-signature: J. W. BRAITHWAITE, Town Clerk.: [359, 239, 477, 248]
- classified-ad: WANTED, some kind person to adopt a healthy Baby Boy, 6 weeks old.: [486, 959, 633, 977]
- businesses-column: [949, 501, 1100, 1581]
- classified-ad: LESSONS in French-Embroidered Blouses, Embroidery and all Fancy Needlework.: [642, 836, 790, 862]
